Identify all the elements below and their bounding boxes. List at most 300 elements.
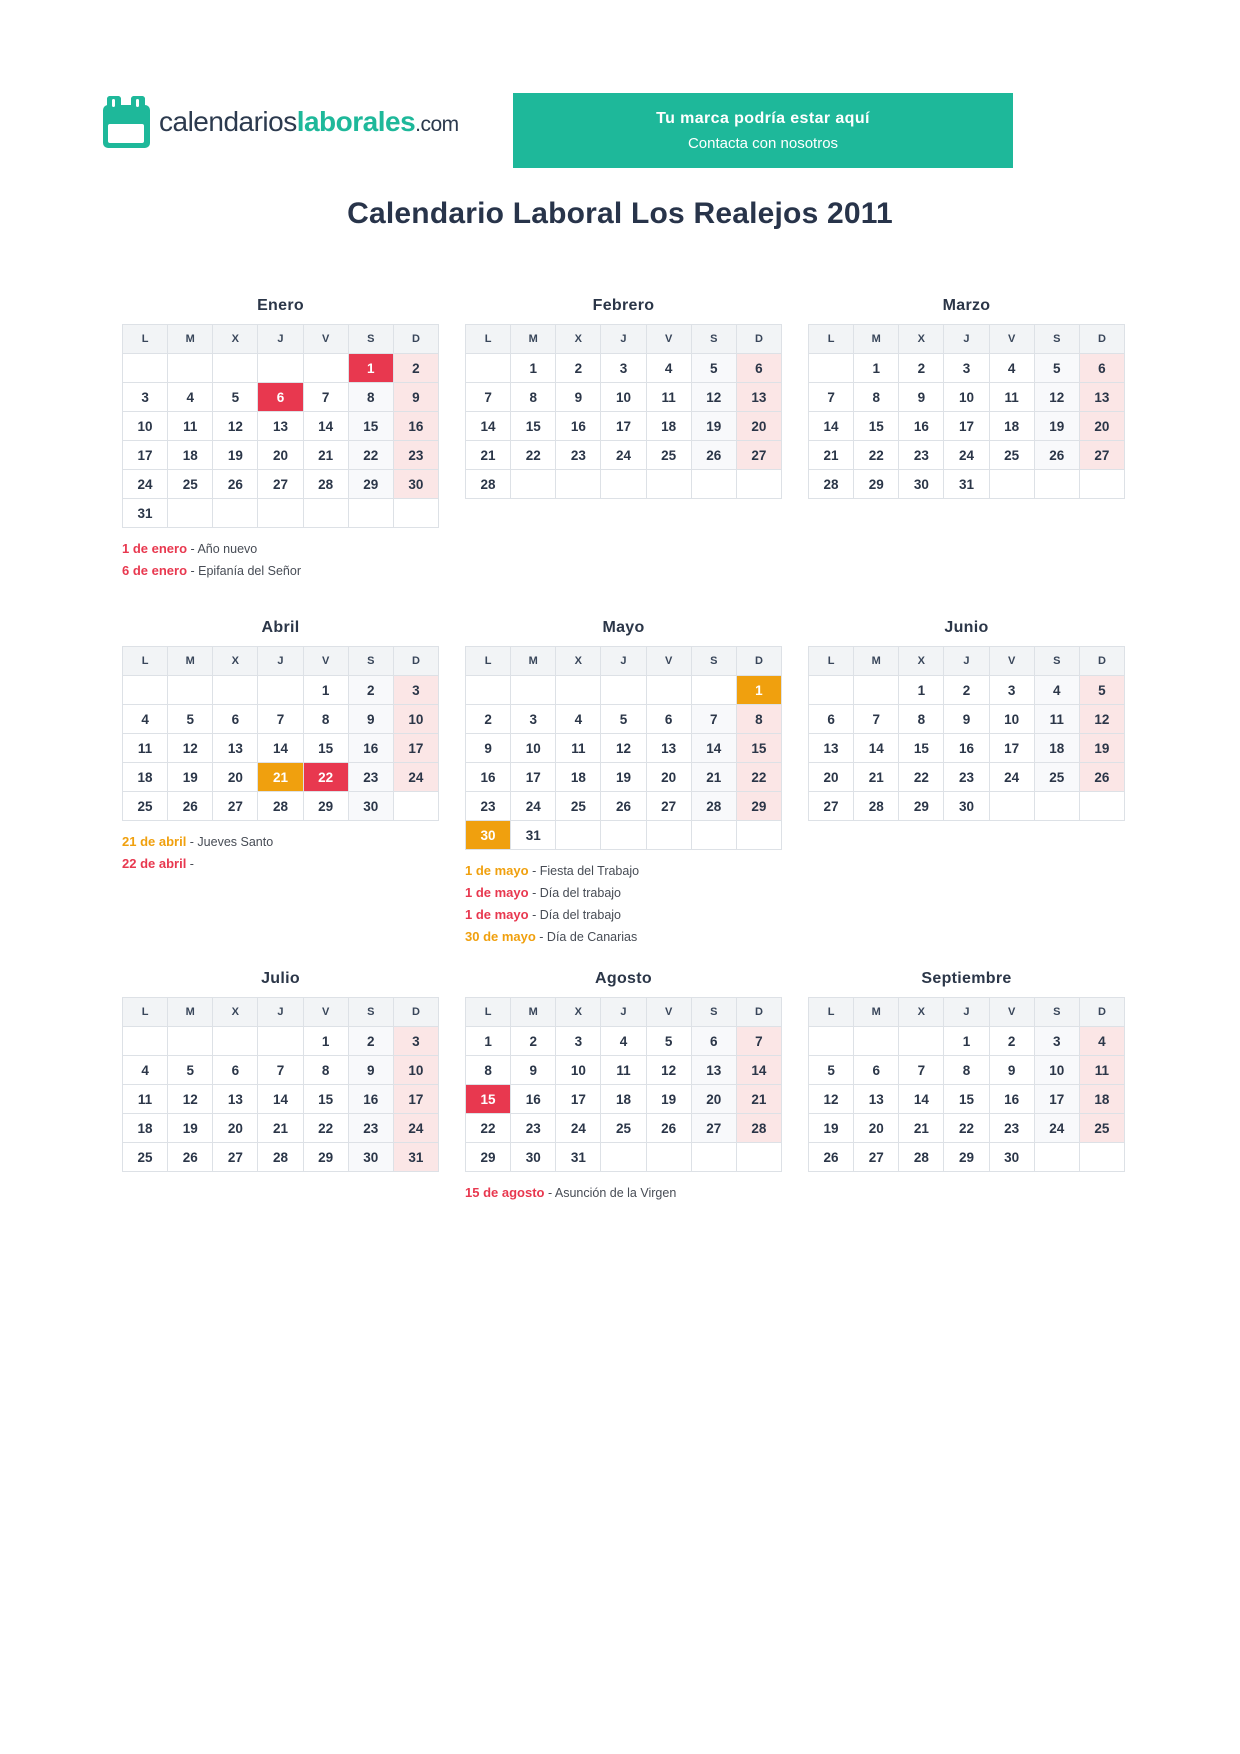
empty-cell (854, 676, 899, 705)
day-cell-septiembre-18: 18 (1079, 1085, 1124, 1114)
site-logo[interactable] (103, 96, 459, 148)
day-cell-enero-5: 5 (213, 383, 258, 412)
weekday-header-x: X (213, 325, 258, 354)
empty-cell (213, 499, 258, 528)
day-cell-junio-22: 22 (899, 763, 944, 792)
day-cell-marzo-26: 26 (1034, 441, 1079, 470)
day-cell-junio-1: 1 (899, 676, 944, 705)
day-cell-junio-4: 4 (1034, 676, 1079, 705)
weekday-header-s: S (691, 647, 736, 676)
day-cell-septiembre-19: 19 (809, 1114, 854, 1143)
empty-cell (466, 354, 511, 383)
day-cell-enero-24: 24 (123, 470, 168, 499)
ad-banner-contact-link[interactable]: Contacta con nosotros (687, 134, 839, 152)
holiday-note: 15 de agosto - Asunción de la Virgen (465, 1185, 677, 1200)
day-cell-mayo-24: 24 (511, 792, 556, 821)
weekday-header-j: J (601, 647, 646, 676)
day-cell-mayo-6: 6 (646, 705, 691, 734)
holiday-notes-abril (122, 831, 439, 875)
weekday-header-v: V (303, 325, 348, 354)
month-title-enero: Enero (257, 297, 304, 314)
empty-cell (393, 792, 438, 821)
day-cell-mayo-21: 21 (691, 763, 736, 792)
empty-cell (691, 821, 736, 850)
holiday-note-date: 21 de abril (122, 834, 187, 849)
day-cell-junio-30: 30 (944, 792, 989, 821)
day-cell-abril-16: 16 (348, 734, 393, 763)
day-cell-febrero-15: 15 (511, 412, 556, 441)
weekday-header-s: S (1034, 647, 1079, 676)
calendar-row-1 (122, 0, 1125, 582)
empty-cell (1034, 792, 1079, 821)
page-title: Calendario Laboral Los Realejos 2011 (347, 197, 893, 230)
day-cell-septiembre-10: 10 (1034, 1056, 1079, 1085)
weekday-header-l: L (809, 647, 854, 676)
day-cell-marzo-29: 29 (854, 470, 899, 499)
day-cell-febrero-24: 24 (601, 441, 646, 470)
day-cell-febrero-19: 19 (691, 412, 736, 441)
day-cell-febrero-4: 4 (646, 354, 691, 383)
day-cell-abril-13: 13 (213, 734, 258, 763)
day-cell-enero-4: 4 (168, 383, 213, 412)
empty-cell (258, 499, 303, 528)
day-cell-junio-29: 29 (899, 792, 944, 821)
month-title-julio: Julio (261, 970, 300, 987)
weekday-header-l: L (466, 647, 511, 676)
day-cell-febrero-17: 17 (601, 412, 646, 441)
day-cell-septiembre-24: 24 (1034, 1114, 1079, 1143)
day-cell-junio-28: 28 (854, 792, 899, 821)
day-cell-marzo-11: 11 (989, 383, 1034, 412)
empty-cell (691, 1143, 736, 1172)
holiday-note-date: 15 de agosto (465, 1185, 545, 1200)
day-cell-septiembre-13: 13 (854, 1085, 899, 1114)
day-cell-julio-11: 11 (123, 1085, 168, 1114)
day-cell-abril-20: 20 (213, 763, 258, 792)
day-cell-febrero-22: 22 (511, 441, 556, 470)
day-cell-marzo-2: 2 (899, 354, 944, 383)
day-cell-febrero-16: 16 (556, 412, 601, 441)
day-cell-mayo-28: 28 (691, 792, 736, 821)
day-cell-abril-29: 29 (303, 792, 348, 821)
weekday-header-v: V (303, 998, 348, 1027)
empty-cell (646, 821, 691, 850)
day-cell-junio-11: 11 (1034, 705, 1079, 734)
day-cell-septiembre-2: 2 (989, 1027, 1034, 1056)
day-cell-junio-17: 17 (989, 734, 1034, 763)
day-cell-enero-20: 20 (258, 441, 303, 470)
day-cell-abril-21: 21 (258, 763, 303, 792)
day-cell-abril-3: 3 (393, 676, 438, 705)
weekday-header-m: M (854, 998, 899, 1027)
day-cell-julio-10: 10 (393, 1056, 438, 1085)
day-cell-agosto-29: 29 (466, 1143, 511, 1172)
holiday-note-date: 6 de enero (122, 563, 188, 578)
weekday-header-m: M (854, 325, 899, 354)
day-cell-abril-23: 23 (348, 763, 393, 792)
day-cell-septiembre-27: 27 (854, 1143, 899, 1172)
month-block-agosto (465, 968, 782, 1204)
day-cell-enero-15: 15 (348, 412, 393, 441)
empty-cell (348, 499, 393, 528)
day-cell-agosto-31: 31 (556, 1143, 601, 1172)
day-cell-junio-13: 13 (809, 734, 854, 763)
day-cell-mayo-17: 17 (511, 763, 556, 792)
day-cell-febrero-20: 20 (736, 412, 781, 441)
day-cell-julio-18: 18 (123, 1114, 168, 1143)
day-cell-julio-4: 4 (123, 1056, 168, 1085)
weekday-header-l: L (809, 325, 854, 354)
empty-cell (1034, 470, 1079, 499)
day-cell-febrero-21: 21 (466, 441, 511, 470)
empty-cell (168, 1027, 213, 1056)
month-block-marzo (808, 295, 1125, 499)
empty-cell (511, 470, 556, 499)
day-cell-julio-26: 26 (168, 1143, 213, 1172)
calendar-table-enero (122, 324, 439, 528)
calendar-table-abril (122, 646, 439, 821)
empty-cell (303, 354, 348, 383)
weekday-header-s: S (691, 325, 736, 354)
empty-cell (123, 354, 168, 383)
day-cell-marzo-17: 17 (944, 412, 989, 441)
calendar-table-agosto (465, 997, 782, 1172)
day-cell-agosto-21: 21 (736, 1085, 781, 1114)
day-cell-marzo-13: 13 (1079, 383, 1124, 412)
day-cell-agosto-7: 7 (736, 1027, 781, 1056)
empty-cell (601, 821, 646, 850)
day-cell-junio-10: 10 (989, 705, 1034, 734)
day-cell-abril-7: 7 (258, 705, 303, 734)
day-cell-agosto-8: 8 (466, 1056, 511, 1085)
holiday-note: 30 de mayo - Día de Canarias (465, 929, 638, 944)
day-cell-junio-23: 23 (944, 763, 989, 792)
empty-cell (258, 354, 303, 383)
weekday-header-v: V (989, 325, 1034, 354)
day-cell-septiembre-12: 12 (809, 1085, 854, 1114)
day-cell-enero-23: 23 (393, 441, 438, 470)
weekday-header-d: D (736, 647, 781, 676)
day-cell-julio-17: 17 (393, 1085, 438, 1114)
weekday-header-j: J (258, 325, 303, 354)
calendar-table-mayo (465, 646, 782, 850)
day-cell-enero-16: 16 (393, 412, 438, 441)
day-cell-marzo-31: 31 (944, 470, 989, 499)
empty-cell (466, 676, 511, 705)
day-cell-mayo-23: 23 (466, 792, 511, 821)
day-cell-marzo-8: 8 (854, 383, 899, 412)
day-cell-julio-1: 1 (303, 1027, 348, 1056)
day-cell-junio-6: 6 (809, 705, 854, 734)
month-title-agosto: Agosto (595, 970, 652, 987)
day-cell-enero-28: 28 (303, 470, 348, 499)
day-cell-junio-27: 27 (809, 792, 854, 821)
ad-banner[interactable] (513, 93, 1013, 168)
day-cell-agosto-17: 17 (556, 1085, 601, 1114)
day-cell-agosto-5: 5 (646, 1027, 691, 1056)
day-cell-agosto-24: 24 (556, 1114, 601, 1143)
day-cell-julio-31: 31 (393, 1143, 438, 1172)
month-block-enero (122, 295, 439, 582)
day-cell-mayo-7: 7 (691, 705, 736, 734)
day-cell-marzo-1: 1 (854, 354, 899, 383)
day-cell-junio-21: 21 (854, 763, 899, 792)
day-cell-abril-10: 10 (393, 705, 438, 734)
weekday-header-j: J (944, 647, 989, 676)
day-cell-agosto-18: 18 (601, 1085, 646, 1114)
day-cell-febrero-1: 1 (511, 354, 556, 383)
holiday-note: 1 de enero - Año nuevo (122, 541, 258, 556)
day-cell-septiembre-17: 17 (1034, 1085, 1079, 1114)
calendar-row-3 (122, 968, 1125, 1204)
day-cell-abril-28: 28 (258, 792, 303, 821)
empty-cell (258, 676, 303, 705)
day-cell-mayo-5: 5 (601, 705, 646, 734)
empty-cell (1079, 792, 1124, 821)
empty-cell (168, 676, 213, 705)
day-cell-septiembre-14: 14 (899, 1085, 944, 1114)
empty-cell (601, 1143, 646, 1172)
month-block-febrero (465, 295, 782, 499)
holiday-note-date: 30 de mayo (465, 929, 536, 944)
calendar-table-febrero (465, 324, 782, 499)
day-cell-febrero-3: 3 (601, 354, 646, 383)
day-cell-abril-25: 25 (123, 792, 168, 821)
empty-cell (556, 676, 601, 705)
holiday-note: 21 de abril - Jueves Santo (122, 834, 274, 849)
empty-cell (809, 354, 854, 383)
empty-cell (556, 821, 601, 850)
day-cell-abril-30: 30 (348, 792, 393, 821)
day-cell-agosto-12: 12 (646, 1056, 691, 1085)
day-cell-agosto-1: 1 (466, 1027, 511, 1056)
day-cell-enero-8: 8 (348, 383, 393, 412)
day-cell-septiembre-7: 7 (899, 1056, 944, 1085)
month-title-abril: Abril (261, 619, 300, 636)
empty-cell (258, 1027, 303, 1056)
day-cell-julio-24: 24 (393, 1114, 438, 1143)
day-cell-abril-4: 4 (123, 705, 168, 734)
month-block-septiembre (808, 968, 1125, 1172)
day-cell-junio-15: 15 (899, 734, 944, 763)
day-cell-abril-24: 24 (393, 763, 438, 792)
day-cell-septiembre-23: 23 (989, 1114, 1034, 1143)
day-cell-marzo-9: 9 (899, 383, 944, 412)
day-cell-mayo-14: 14 (691, 734, 736, 763)
empty-cell (168, 354, 213, 383)
empty-cell (213, 1027, 258, 1056)
day-cell-septiembre-5: 5 (809, 1056, 854, 1085)
day-cell-mayo-12: 12 (601, 734, 646, 763)
calendar-table-septiembre (808, 997, 1125, 1172)
day-cell-enero-31: 31 (123, 499, 168, 528)
empty-cell (691, 470, 736, 499)
day-cell-enero-18: 18 (168, 441, 213, 470)
day-cell-marzo-21: 21 (809, 441, 854, 470)
day-cell-agosto-3: 3 (556, 1027, 601, 1056)
empty-cell (168, 499, 213, 528)
day-cell-enero-26: 26 (213, 470, 258, 499)
day-cell-enero-25: 25 (168, 470, 213, 499)
month-block-julio (122, 968, 439, 1172)
empty-cell (809, 676, 854, 705)
day-cell-marzo-12: 12 (1034, 383, 1079, 412)
day-cell-mayo-30: 30 (466, 821, 511, 850)
day-cell-junio-14: 14 (854, 734, 899, 763)
day-cell-febrero-8: 8 (511, 383, 556, 412)
calendar-table-julio (122, 997, 439, 1172)
day-cell-mayo-29: 29 (736, 792, 781, 821)
day-cell-junio-19: 19 (1079, 734, 1124, 763)
day-cell-marzo-22: 22 (854, 441, 899, 470)
day-cell-febrero-13: 13 (736, 383, 781, 412)
calendar-logo-icon (103, 96, 150, 148)
day-cell-enero-7: 7 (303, 383, 348, 412)
holiday-notes-mayo (465, 860, 782, 948)
weekday-header-d: D (1079, 647, 1124, 676)
empty-cell (736, 1143, 781, 1172)
empty-cell (556, 470, 601, 499)
weekday-header-v: V (646, 998, 691, 1027)
empty-cell (809, 1027, 854, 1056)
day-cell-abril-1: 1 (303, 676, 348, 705)
empty-cell (393, 499, 438, 528)
day-cell-julio-30: 30 (348, 1143, 393, 1172)
day-cell-febrero-25: 25 (646, 441, 691, 470)
day-cell-enero-3: 3 (123, 383, 168, 412)
day-cell-enero-12: 12 (213, 412, 258, 441)
day-cell-marzo-25: 25 (989, 441, 1034, 470)
month-title-junio: Junio (944, 619, 989, 636)
day-cell-junio-20: 20 (809, 763, 854, 792)
day-cell-febrero-7: 7 (466, 383, 511, 412)
day-cell-agosto-23: 23 (511, 1114, 556, 1143)
day-cell-septiembre-29: 29 (944, 1143, 989, 1172)
day-cell-agosto-28: 28 (736, 1114, 781, 1143)
holiday-note: 1 de mayo - Fiesta del Trabajo (465, 863, 640, 878)
day-cell-mayo-31: 31 (511, 821, 556, 850)
day-cell-junio-26: 26 (1079, 763, 1124, 792)
day-cell-marzo-20: 20 (1079, 412, 1124, 441)
weekday-header-m: M (511, 998, 556, 1027)
weekday-header-d: D (736, 998, 781, 1027)
empty-cell (601, 470, 646, 499)
day-cell-septiembre-6: 6 (854, 1056, 899, 1085)
day-cell-febrero-26: 26 (691, 441, 736, 470)
month-title-febrero: Febrero (592, 297, 655, 314)
weekday-header-m: M (511, 647, 556, 676)
day-cell-agosto-10: 10 (556, 1056, 601, 1085)
day-cell-junio-12: 12 (1079, 705, 1124, 734)
empty-cell (1034, 1143, 1079, 1172)
day-cell-abril-26: 26 (168, 792, 213, 821)
day-cell-febrero-14: 14 (466, 412, 511, 441)
day-cell-marzo-6: 6 (1079, 354, 1124, 383)
day-cell-enero-2: 2 (393, 354, 438, 383)
weekday-header-j: J (944, 325, 989, 354)
day-cell-septiembre-1: 1 (944, 1027, 989, 1056)
day-cell-marzo-5: 5 (1034, 354, 1079, 383)
day-cell-agosto-30: 30 (511, 1143, 556, 1172)
empty-cell (736, 821, 781, 850)
day-cell-marzo-10: 10 (944, 383, 989, 412)
month-block-junio (808, 617, 1125, 821)
weekday-header-j: J (944, 998, 989, 1027)
day-cell-septiembre-20: 20 (854, 1114, 899, 1143)
day-cell-enero-11: 11 (168, 412, 213, 441)
day-cell-abril-14: 14 (258, 734, 303, 763)
day-cell-julio-16: 16 (348, 1085, 393, 1114)
empty-cell (646, 1143, 691, 1172)
weekday-header-l: L (466, 998, 511, 1027)
weekday-header-s: S (348, 998, 393, 1027)
day-cell-julio-23: 23 (348, 1114, 393, 1143)
day-cell-marzo-19: 19 (1034, 412, 1079, 441)
day-cell-junio-18: 18 (1034, 734, 1079, 763)
empty-cell (1079, 1143, 1124, 1172)
day-cell-junio-16: 16 (944, 734, 989, 763)
day-cell-mayo-4: 4 (556, 705, 601, 734)
holiday-note: 1 de mayo - Día del trabajo (465, 885, 622, 900)
holiday-note-date: 1 de mayo (465, 863, 529, 878)
day-cell-mayo-16: 16 (466, 763, 511, 792)
empty-cell (511, 676, 556, 705)
day-cell-enero-1: 1 (348, 354, 393, 383)
day-cell-agosto-25: 25 (601, 1114, 646, 1143)
day-cell-agosto-26: 26 (646, 1114, 691, 1143)
day-cell-marzo-15: 15 (854, 412, 899, 441)
day-cell-abril-19: 19 (168, 763, 213, 792)
logo-text (159, 106, 459, 138)
day-cell-enero-21: 21 (303, 441, 348, 470)
day-cell-enero-14: 14 (303, 412, 348, 441)
weekday-header-d: D (393, 325, 438, 354)
empty-cell (1079, 470, 1124, 499)
day-cell-mayo-1: 1 (736, 676, 781, 705)
day-cell-mayo-10: 10 (511, 734, 556, 763)
day-cell-julio-20: 20 (213, 1114, 258, 1143)
day-cell-julio-15: 15 (303, 1085, 348, 1114)
weekday-header-l: L (466, 325, 511, 354)
day-cell-abril-18: 18 (123, 763, 168, 792)
weekday-header-l: L (123, 647, 168, 676)
day-cell-junio-25: 25 (1034, 763, 1079, 792)
weekday-header-x: X (213, 647, 258, 676)
day-cell-junio-2: 2 (944, 676, 989, 705)
empty-cell (213, 354, 258, 383)
weekday-header-x: X (899, 325, 944, 354)
day-cell-abril-17: 17 (393, 734, 438, 763)
day-cell-julio-7: 7 (258, 1056, 303, 1085)
day-cell-enero-10: 10 (123, 412, 168, 441)
day-cell-abril-27: 27 (213, 792, 258, 821)
empty-cell (899, 1027, 944, 1056)
weekday-header-x: X (556, 998, 601, 1027)
day-cell-mayo-27: 27 (646, 792, 691, 821)
day-cell-marzo-30: 30 (899, 470, 944, 499)
calendar-row-2 (122, 617, 1125, 948)
weekday-header-m: M (854, 647, 899, 676)
holiday-notes-enero (122, 538, 439, 582)
weekday-header-x: X (899, 998, 944, 1027)
weekday-header-j: J (258, 647, 303, 676)
day-cell-enero-13: 13 (258, 412, 303, 441)
day-cell-septiembre-26: 26 (809, 1143, 854, 1172)
day-cell-julio-8: 8 (303, 1056, 348, 1085)
day-cell-mayo-19: 19 (601, 763, 646, 792)
empty-cell (646, 470, 691, 499)
weekday-header-v: V (989, 998, 1034, 1027)
